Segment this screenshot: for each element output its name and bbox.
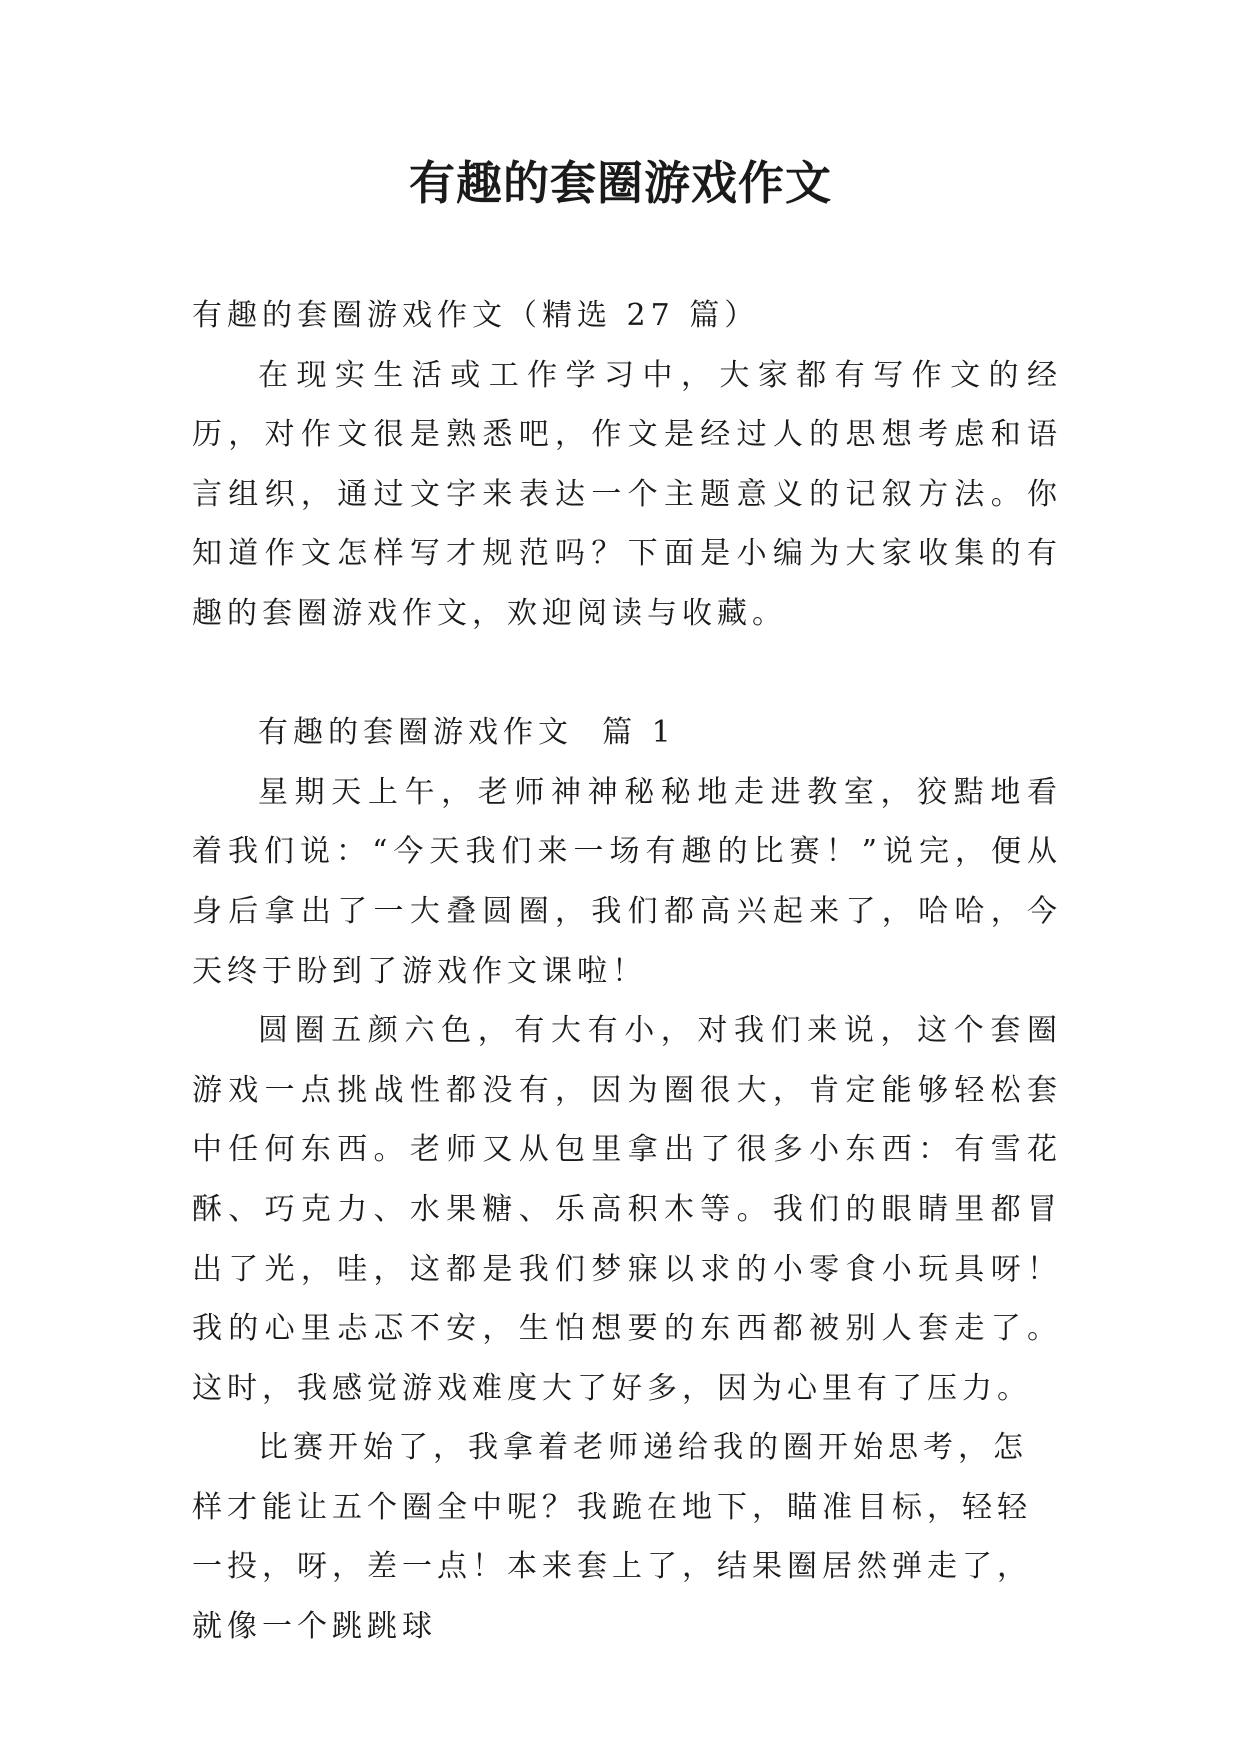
document-subtitle: 有趣的套圈游戏作文（精选 27 篇） bbox=[192, 298, 760, 333]
document-body bbox=[192, 286, 1062, 1657]
body-paragraph: 圆圈五颜六色，有大有小，对我们来说，这个套圈游戏一点挑战性都没有，因为圈很大，肯定能够轻松套中任何东西。老师又从包里拿出了很多小东西：有雪花酥、巧克力、水果糖、乐高积木等。我们的眼睛里都冒出了光，哇，这都是我们梦寐以求的小零食小玩具呀！我的心里忐忑不安，生怕想要的东西都被别人套走了。这时，我感觉游戏难度大了好多，因为心里有了压力。 bbox=[192, 1013, 1062, 1406]
body-paragraph: 星期天上午，老师神神秘秘地走进教室，狡黠地看着我们说：“今天我们来一场有趣的比赛！”说完，便从身后拿出了一大叠圆圈，我们都高兴起来了，哈哈，今天终于盼到了游戏作文课啦！ bbox=[192, 774, 1062, 989]
intro-paragraph: 在现实生活或工作学习中，大家都有写作文的经历，对作文很是熟悉吧，作文是经过人的思想考虑和语言组织，通过文字来表达一个主题意义的记叙方法。你知道作文怎样写才规范吗？下面是小编为大家收集的有趣的套圈游戏作文，欢迎阅读与收藏。 bbox=[192, 357, 1062, 631]
section-spacer bbox=[192, 644, 1062, 704]
section-heading: 有趣的套圈游戏作文 篇 1 bbox=[258, 715, 676, 751]
document-title: 有趣的套圈游戏作文 bbox=[409, 156, 832, 210]
body-paragraph: 比赛开始了，我拿着老师递给我的圈开始思考，怎样才能让五个圈全中呢？我跪在地下，瞄准目标，轻轻一投，呀，差一点！本来套上了，结果圈居然弹走了，就像一个跳跳球 bbox=[192, 1430, 1032, 1645]
